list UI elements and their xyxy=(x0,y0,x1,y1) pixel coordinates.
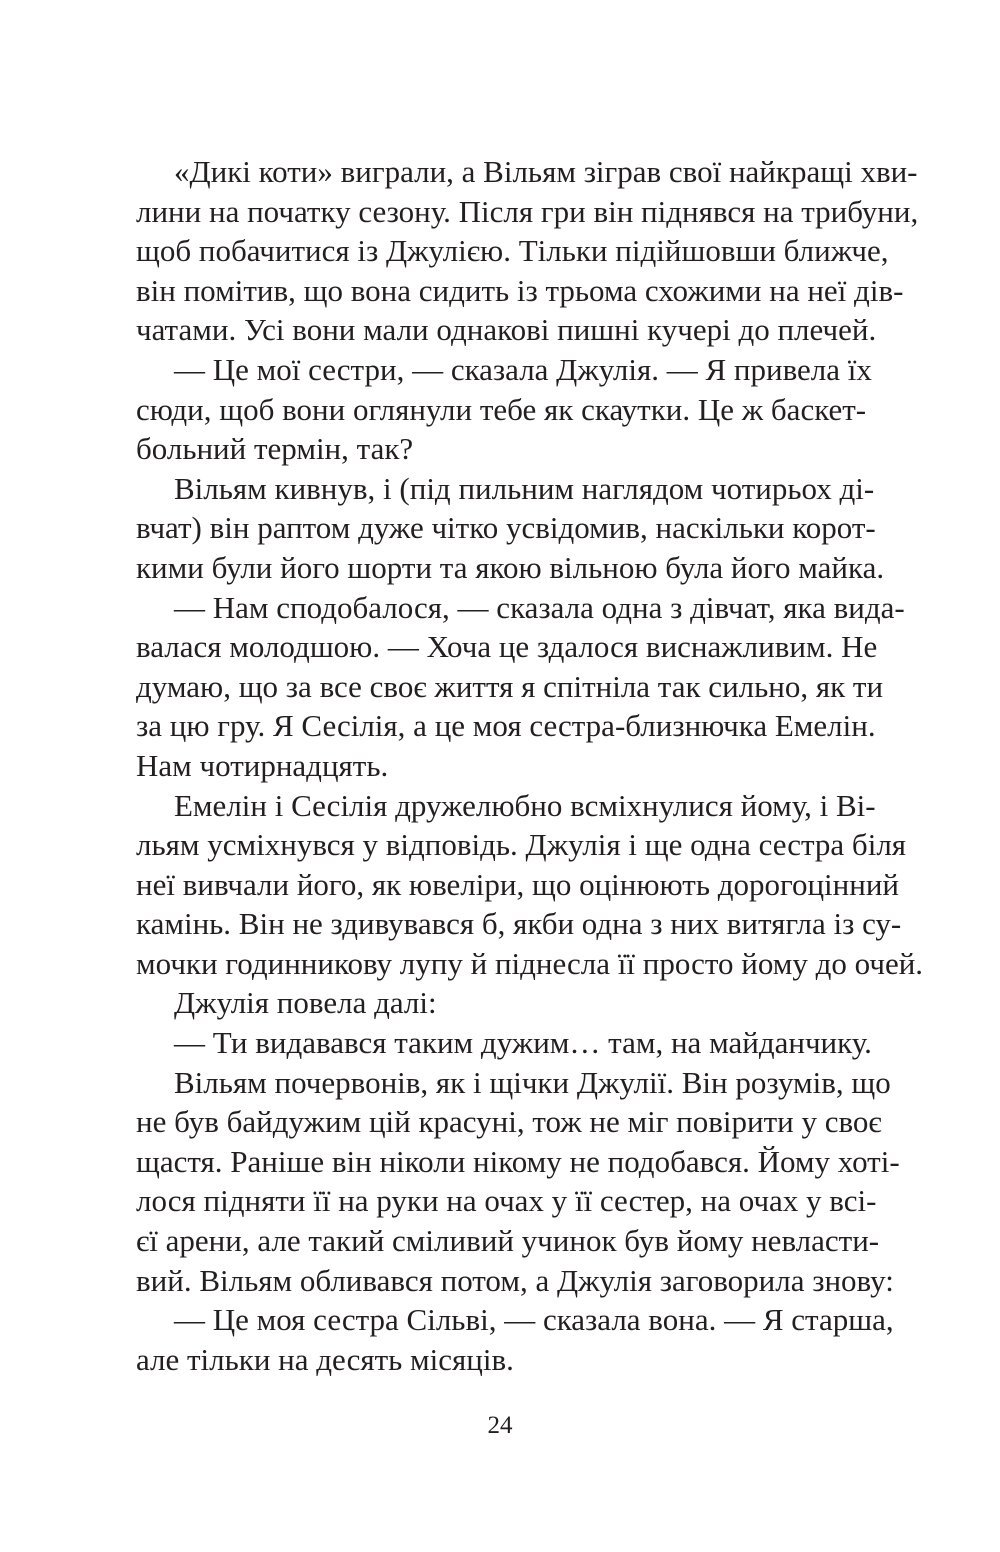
text-line: Емелін і Сесілія дружелюбно всміхнулися йому, і Ві- xyxy=(174,787,876,823)
text-line: лося підняти її на руки на очах у її сестер, на очах у всі- xyxy=(136,1183,877,1219)
text-line: чатами. Усі вони мали однакові пишні кучері до плечей. xyxy=(136,312,877,348)
text-line: камінь. Він не здивувався б, якби одна з них витягла із су- xyxy=(136,906,902,942)
text-line: не був байдужим цій красуні, тож не міг повірити у своє xyxy=(136,1104,882,1140)
text-line: щастя. Раніше він ніколи нікому не подобався. Йому хоті- xyxy=(136,1143,900,1179)
text-line: Вільям почервонів, як і щічки Джулії. Він розумів, що xyxy=(174,1064,891,1100)
body-text xyxy=(136,152,924,1379)
text-line: Нам чотирнадцять. xyxy=(136,747,389,783)
page-number: 24 xyxy=(487,1412,513,1439)
text-line: мочки годинникову лупу й піднесла її просто йому до очей. xyxy=(136,945,924,981)
text-line: — Нам сподобалося, — сказала одна з дівчат, яка вида- xyxy=(174,589,905,625)
text-line: але тільки на десять місяців. xyxy=(136,1341,514,1377)
text-line: неї вивчали його, як ювеліри, що оцінюють дорогоцінний xyxy=(136,866,900,902)
text-line: за цю гру. Я Сесілія, а це моя сестра-близнючка Емелін. xyxy=(136,708,876,744)
text-line: Вільям кивнув, і (під пильним наглядом чотирьох ді- xyxy=(174,470,875,506)
text-line: вчат) він раптом дуже чітко усвідомив, наскільки корот- xyxy=(136,510,876,546)
text-line: сюди, щоб вони оглянули тебе як скаутки. Це ж баскет- xyxy=(136,391,867,427)
text-line: єї арени, але такий сміливий учинок був йому невласти- xyxy=(136,1223,880,1259)
text-line: щоб побачитися із Джулією. Тільки підійшовши ближче, xyxy=(136,233,889,269)
text-line: — Це моя сестра Сільві, — сказала вона. — Я старша, xyxy=(174,1302,894,1338)
text-line: він помітив, що вона сидить із трьома схожими на неї дів- xyxy=(136,272,904,308)
text-line: вий. Вільям обливався потом, а Джулія заговорила знову: xyxy=(136,1262,894,1298)
text-line: кими були його шорти та якою вільною була його майка. xyxy=(136,549,885,585)
text-line: валася молодшою. — Хоча це здалося виснажливим. Не xyxy=(136,629,878,665)
text-line: думаю, що за все своє життя я спітніла так сильно, як ти xyxy=(136,668,884,704)
text-line: льям усміхнувся у відповідь. Джулія і ще одна сестра біля xyxy=(136,827,907,863)
text-line: больний термін, так? xyxy=(136,431,414,467)
text-line: — Ти видавався таким дужим… там, на майданчику. xyxy=(174,1025,872,1061)
text-line: Джулія повела далі: xyxy=(174,985,437,1021)
text-line: лини на початку сезону. Після гри він піднявся на трибуни, xyxy=(136,193,919,229)
text-line: «Дикі коти» виграли, а Вільям зіграв свої найкращі хви- xyxy=(174,154,918,189)
text-line: — Це мої сестри, — сказала Джулія. — Я привела їх xyxy=(174,351,872,387)
